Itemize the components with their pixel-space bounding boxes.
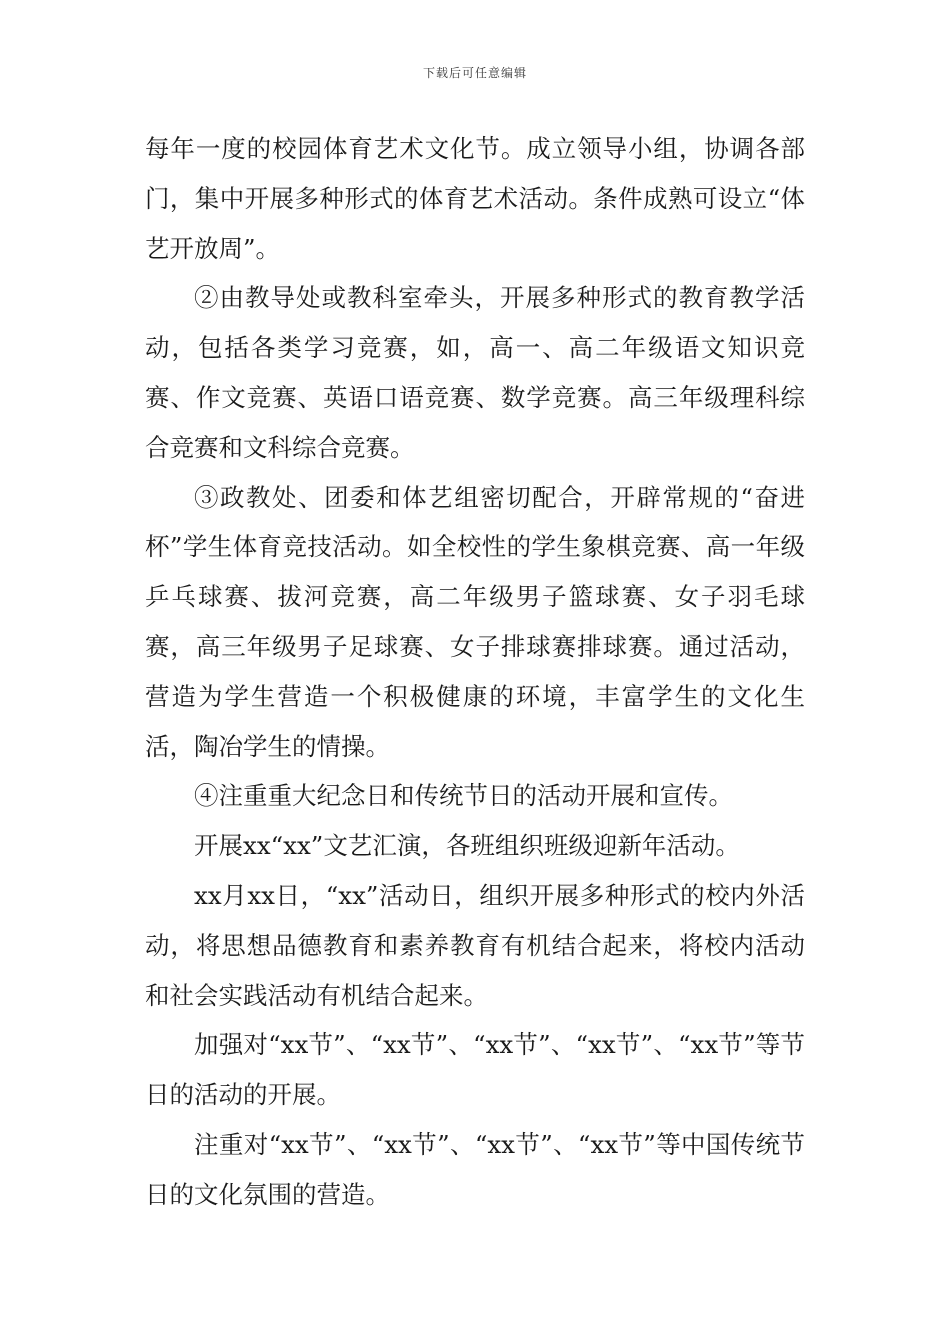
paragraph-6: xx月xx日，“xx”活动日，组织开展多种形式的校内外活动，将思想品德教育和素养教育有机结合起来，将校内活动和社会实践活动有机结合起来。 [145,880,805,1010]
paragraph-4: ④注重重大纪念日和传统节日的活动开展和宣传。 [194,781,733,811]
paragraph-8: 注重对“xx节”、“xx节”、“xx节”、“xx节”等中国传统节日的文化氛围的营造。 [145,1129,805,1209]
paragraph-3: ③政教处、团委和体艺组密切配合，开辟常规的“奋进杯”学生体育竞技活动。如全校性的学生象棋竞赛、高一年级乒乓球赛、拔河竞赛，高二年级男子篮球赛、女子羽毛球赛，高三年级男子足球赛、女子排球赛排球赛。通过活动，营造为学生营造一个积极健康的环境，丰富学生的文化生活，陶冶学生的情操。 [145,482,805,761]
paragraph-1: 每年一度的校园体育艺术文化节。成立领导小组，协调各部门，集中开展多种形式的体育艺术活动。条件成熟可设立“体艺开放周”。 [145,134,805,263]
document-body [145,124,805,1220]
page-header-note: 下载后可任意编辑 [422,66,527,80]
paragraph-7: 加强对“xx节”、“xx节”、“xx节”、“xx节”、“xx节”等节日的活动的开展。 [145,1030,805,1110]
paragraph-5: 开展xx“xx”文艺汇演，各班组织班级迎新年活动。 [194,831,740,861]
paragraph-2: ②由教导处或教科室牵头，开展多种形式的教育教学活动，包括各类学习竞赛，如，高一、高二年级语文知识竞赛、作文竞赛、英语口语竞赛、数学竞赛。高三年级理科综合竞赛和文科综合竞赛。 [145,283,805,462]
